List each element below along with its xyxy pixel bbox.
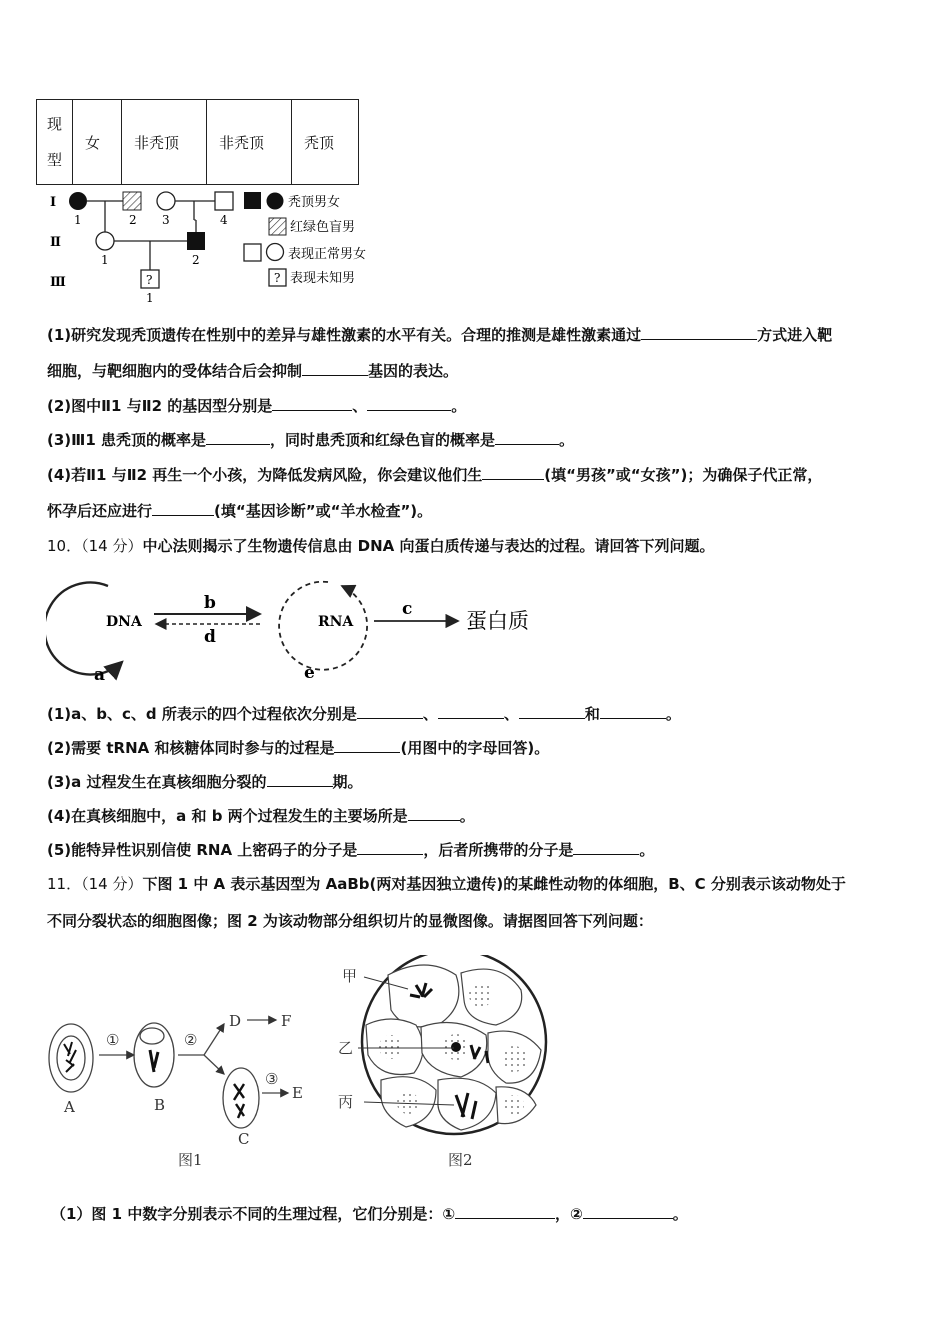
figure-1	[44, 1000, 334, 1180]
individual-label: 1	[101, 253, 109, 267]
dna-label: DNA	[106, 614, 142, 630]
label-e: e	[304, 663, 315, 683]
q9-part4: (4)若Ⅱ1 与Ⅱ2 再生一个小孩，为降低发病风险，你会建议他们生 (填“男孩”或“女孩”)；为确保子代正常，	[47, 466, 823, 484]
label-A: A	[64, 1098, 75, 1116]
legend-label: 秃顶男女	[288, 195, 341, 210]
legend-label: 红绿色盲男	[290, 220, 356, 235]
central-dogma-diagram	[46, 566, 556, 688]
label-E: E	[292, 1084, 303, 1102]
q11-part1: （1）图 1 中数字分别表示不同的生理过程，它们分别是：① ，② 。	[51, 1205, 688, 1223]
individual-label: 4	[220, 213, 228, 227]
label-a: a	[94, 665, 106, 685]
figure-2-caption: 图2	[448, 1151, 473, 1169]
normal-female-symbol	[96, 232, 114, 250]
table-cell: 非秃顶	[122, 100, 207, 185]
q11-stem: 11．（14 分）下图 1 中 A 表示基因型为 AaBb(两对基因独立遗传)的某雌性动物的体细胞，B、C 分别表示该动物处于	[47, 875, 846, 893]
individual-label: 3	[162, 213, 170, 227]
svg-text:?: ?	[274, 271, 281, 285]
q10-stem: 10．（14 分）中心法则揭示了生物遗传信息由 DNA 向蛋白质传递与表达的过程。请回答下列问题。	[47, 537, 715, 555]
colorblind-male-symbol	[123, 192, 141, 210]
label-B: B	[154, 1096, 166, 1114]
table-cell: 女	[73, 100, 122, 185]
phenotype-table	[36, 99, 359, 185]
q10-part1: (1)a、b、c、d 所表示的四个过程依次分别是 、 、 和 。	[47, 705, 681, 723]
generation-label: Ⅲ	[50, 275, 66, 290]
q10-part4: (4)在真核细胞中，a 和 b 两个过程发生的主要场所是 。	[47, 807, 475, 825]
figure-2	[336, 955, 551, 1180]
q10-part3: (3)a 过程发生在真核细胞分裂的 期。	[47, 773, 363, 791]
label-yi: 乙	[338, 1039, 354, 1057]
normal-female-symbol	[157, 192, 175, 210]
individual-label: 2	[129, 213, 137, 227]
q9-part1-cont: 细胞，与靶细胞内的受体结合后会抑制 基因的表达。	[47, 362, 459, 380]
normal-male-symbol	[215, 192, 233, 210]
table-cell: 非秃顶	[207, 100, 292, 185]
individual-label: 2	[192, 253, 200, 267]
step-3-label: ③	[265, 1070, 279, 1088]
unknown-mark: ?	[146, 273, 153, 287]
legend-label: 表现正常男女	[288, 247, 367, 262]
q9-part1: (1)研究发现秃顶遗传在性别中的差异与雄性激素的水平有关。合理的推测是雄性激素通过 方式进入靶	[47, 326, 833, 344]
figure-1-caption: 图1	[178, 1151, 203, 1169]
label-b: b	[204, 593, 216, 613]
rna-label: RNA	[318, 614, 354, 630]
q9-part4-cont: 怀孕后还应进行 (填“基因诊断”或“羊水检查”)。	[47, 502, 433, 520]
protein-label: 蛋白质	[466, 609, 529, 633]
affected-male-symbol	[187, 232, 205, 250]
pedigree-diagram	[44, 186, 389, 306]
q9-part2: (2)图中Ⅱ1 与Ⅱ2 的基因型分别是 、 。	[47, 397, 467, 415]
step-1-label: ①	[106, 1031, 120, 1049]
label-bing: 丙	[338, 1093, 354, 1111]
generation-label: Ⅰ	[50, 195, 57, 210]
individual-label: 1	[146, 291, 154, 305]
q10-part5: (5)能特异性识别信使 RNA 上密码子的分子是 ，后者所携带的分子是 。	[47, 841, 655, 859]
label-c: c	[402, 599, 413, 619]
label-D: D	[229, 1012, 242, 1030]
step-2-label: ②	[184, 1031, 198, 1049]
generation-label: Ⅱ	[50, 235, 61, 250]
table-header-cell: 现型	[37, 100, 73, 185]
q9-part3: (3)Ⅲ1 患秃顶的概率是 ，同时患秃顶和红绿色盲的概率是 。	[47, 431, 575, 449]
q11-stem-cont: 不同分裂状态的细胞图像；图 2 为该动物部分组织切片的显微图像。请据图回答下列问题：	[47, 912, 653, 930]
table-cell: 秃顶	[292, 100, 359, 185]
affected-female-symbol	[69, 192, 87, 210]
cell-b	[134, 1023, 174, 1087]
label-C: C	[238, 1130, 250, 1148]
label-F: F	[281, 1012, 292, 1030]
label-jia: 甲	[342, 967, 358, 985]
legend-label: 表现未知男	[290, 271, 356, 286]
cell-c	[223, 1068, 259, 1128]
q10-part2: (2)需要 tRNA 和核糖体同时参与的过程是 (用图中的字母回答)。	[47, 739, 550, 757]
individual-label: 1	[74, 213, 82, 227]
label-d: d	[204, 627, 216, 647]
